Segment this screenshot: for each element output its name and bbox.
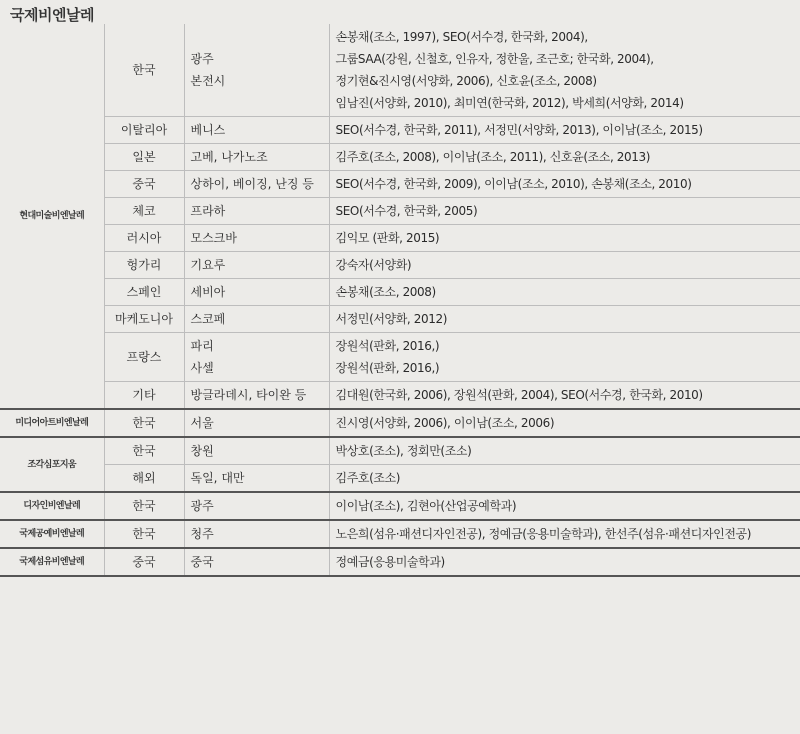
city-line: 사셀 xyxy=(190,361,214,375)
country-cell: 프랑스 xyxy=(104,333,184,382)
artists-cell xyxy=(329,333,800,382)
artists-cell xyxy=(329,279,800,306)
artist-line: 김대원(한국화, 2006), 장원석(판화, 2004), SEO(서수경, 한국화, 2010) xyxy=(335,388,703,402)
country-cell: 한국 xyxy=(104,24,184,117)
artist-line: 장원석(판화, 2016,) xyxy=(335,361,440,375)
table-row xyxy=(0,306,800,333)
city-cell xyxy=(184,492,329,520)
artists-cell xyxy=(329,437,800,465)
table-row xyxy=(0,548,800,576)
country-cell: 체코 xyxy=(104,198,184,225)
artist-line: 김익모 (판화, 2015) xyxy=(335,231,440,245)
city-cell xyxy=(184,465,329,493)
country-cell: 한국 xyxy=(104,492,184,520)
city-cell xyxy=(184,333,329,382)
city-line: 프라하 xyxy=(190,204,226,218)
artist-line: SEO(서수경, 한국화, 2011), 서정민(서양화, 2013), 이이남(조소, 2015) xyxy=(335,123,703,137)
table-row xyxy=(0,252,800,279)
city-line: 독일, 대만 xyxy=(190,471,245,485)
category-cell: 미디어아트비엔날레 xyxy=(0,409,104,437)
artists-cell xyxy=(329,465,800,493)
city-cell xyxy=(184,306,329,333)
artist-line: 임남진(서양화, 2010), 최미연(한국화, 2012), 박세희(서양화, 2014) xyxy=(335,96,684,110)
artist-line: 김주호(조소, 2008), 이이남(조소, 2011), 신호윤(조소, 2013) xyxy=(335,150,651,164)
table-body xyxy=(0,24,800,576)
artist-line: SEO(서수경, 한국화, 2005) xyxy=(335,204,478,218)
city-line: 베니스 xyxy=(190,123,226,137)
artists-cell xyxy=(329,24,800,117)
city-cell xyxy=(184,144,329,171)
city-line: 상하이, 베이징, 난징 등 xyxy=(190,177,314,191)
country-cell: 마케도니아 xyxy=(104,306,184,333)
category-cell: 국제공예비엔날레 xyxy=(0,520,104,548)
city-line: 청주 xyxy=(190,527,214,541)
artist-line: 이이남(조소), 김현아(산업공예학과) xyxy=(335,499,517,513)
table-row xyxy=(0,171,800,198)
table-row xyxy=(0,198,800,225)
city-line: 창원 xyxy=(190,444,214,458)
artist-line: 노은희(섬유·패션디자인전공), 정예금(응용미술학과), 한선주(섬유·패션디자인전공) xyxy=(335,527,752,541)
artists-cell xyxy=(329,492,800,520)
city-cell xyxy=(184,117,329,144)
city-cell xyxy=(184,24,329,117)
table-row xyxy=(0,144,800,171)
category-cell: 국제섬유비엔날레 xyxy=(0,548,104,576)
country-cell: 일본 xyxy=(104,144,184,171)
category-cell: 현대미술비엔날레 xyxy=(0,24,104,409)
city-cell xyxy=(184,548,329,576)
artists-cell xyxy=(329,144,800,171)
artists-cell xyxy=(329,225,800,252)
city-line: 중국 xyxy=(190,555,214,569)
country-cell: 중국 xyxy=(104,548,184,576)
city-cell xyxy=(184,520,329,548)
city-line: 광주 xyxy=(190,499,214,513)
table-row xyxy=(0,409,800,437)
city-line: 광주 xyxy=(190,52,214,66)
artists-cell xyxy=(329,409,800,437)
table-row xyxy=(0,382,800,410)
artists-cell xyxy=(329,548,800,576)
country-cell: 한국 xyxy=(104,437,184,465)
country-cell: 해외 xyxy=(104,465,184,493)
table-row xyxy=(0,437,800,465)
biennale-table xyxy=(0,24,800,577)
category-cell: 디자인비엔날레 xyxy=(0,492,104,520)
country-cell: 러시아 xyxy=(104,225,184,252)
table-row xyxy=(0,492,800,520)
city-line: 기요루 xyxy=(190,258,226,272)
city-line: 스코페 xyxy=(190,312,226,326)
city-cell xyxy=(184,252,329,279)
country-cell: 스페인 xyxy=(104,279,184,306)
category-cell: 조각심포지움 xyxy=(0,437,104,492)
artist-line: 강숙자(서양화) xyxy=(335,258,412,272)
artist-line: 진시영(서양화, 2006), 이이남(조소, 2006) xyxy=(335,416,555,430)
city-line: 방글라데시, 타이완 등 xyxy=(190,388,307,402)
country-cell: 한국 xyxy=(104,409,184,437)
city-line: 고베, 나가노조 xyxy=(190,150,268,164)
country-cell: 헝가리 xyxy=(104,252,184,279)
artist-line: 그룹SAA(강원, 신철호, 인유자, 정한울, 조근호; 한국화, 2004), xyxy=(335,52,654,66)
artists-cell xyxy=(329,117,800,144)
table-row xyxy=(0,117,800,144)
artist-line: 정기현&진시영(서양화, 2006), 신호윤(조소, 2008) xyxy=(335,74,597,88)
artist-line: 정예금(응용미술학과) xyxy=(335,555,445,569)
city-line: 세비아 xyxy=(190,285,226,299)
city-line: 모스크바 xyxy=(190,231,237,245)
artists-cell xyxy=(329,252,800,279)
artists-cell xyxy=(329,171,800,198)
artists-cell xyxy=(329,382,800,410)
artists-cell xyxy=(329,198,800,225)
country-cell: 중국 xyxy=(104,171,184,198)
artist-line: 장원석(판화, 2016,) xyxy=(335,339,440,353)
city-cell xyxy=(184,409,329,437)
table-row xyxy=(0,225,800,252)
artist-line: 손봉채(조소, 2008) xyxy=(335,285,436,299)
country-cell: 한국 xyxy=(104,520,184,548)
artist-line: 박상호(조소), 정회만(조소) xyxy=(335,444,472,458)
artist-line: 손봉채(조소, 1997), SEO(서수경, 한국화, 2004), xyxy=(335,30,588,44)
artists-cell xyxy=(329,520,800,548)
table-row xyxy=(0,520,800,548)
country-cell: 이탈리아 xyxy=(104,117,184,144)
city-cell xyxy=(184,437,329,465)
artists-cell xyxy=(329,306,800,333)
city-line: 본전시 xyxy=(190,74,226,88)
city-cell xyxy=(184,382,329,410)
artist-line: 서정민(서양화, 2012) xyxy=(335,312,447,326)
page-title: 국제비엔날레 xyxy=(10,6,94,24)
city-cell xyxy=(184,171,329,198)
city-cell xyxy=(184,225,329,252)
table-row xyxy=(0,465,800,493)
table-row xyxy=(0,24,800,117)
city-line: 서울 xyxy=(190,416,214,430)
artist-line: SEO(서수경, 한국화, 2009), 이이남(조소, 2010), 손봉채(조소, 2010) xyxy=(335,177,692,191)
city-cell xyxy=(184,279,329,306)
country-cell: 기타 xyxy=(104,382,184,410)
table-row xyxy=(0,279,800,306)
city-cell xyxy=(184,198,329,225)
artist-line: 김주호(조소) xyxy=(335,471,401,485)
table-row xyxy=(0,333,800,382)
city-line: 파리 xyxy=(190,339,214,353)
